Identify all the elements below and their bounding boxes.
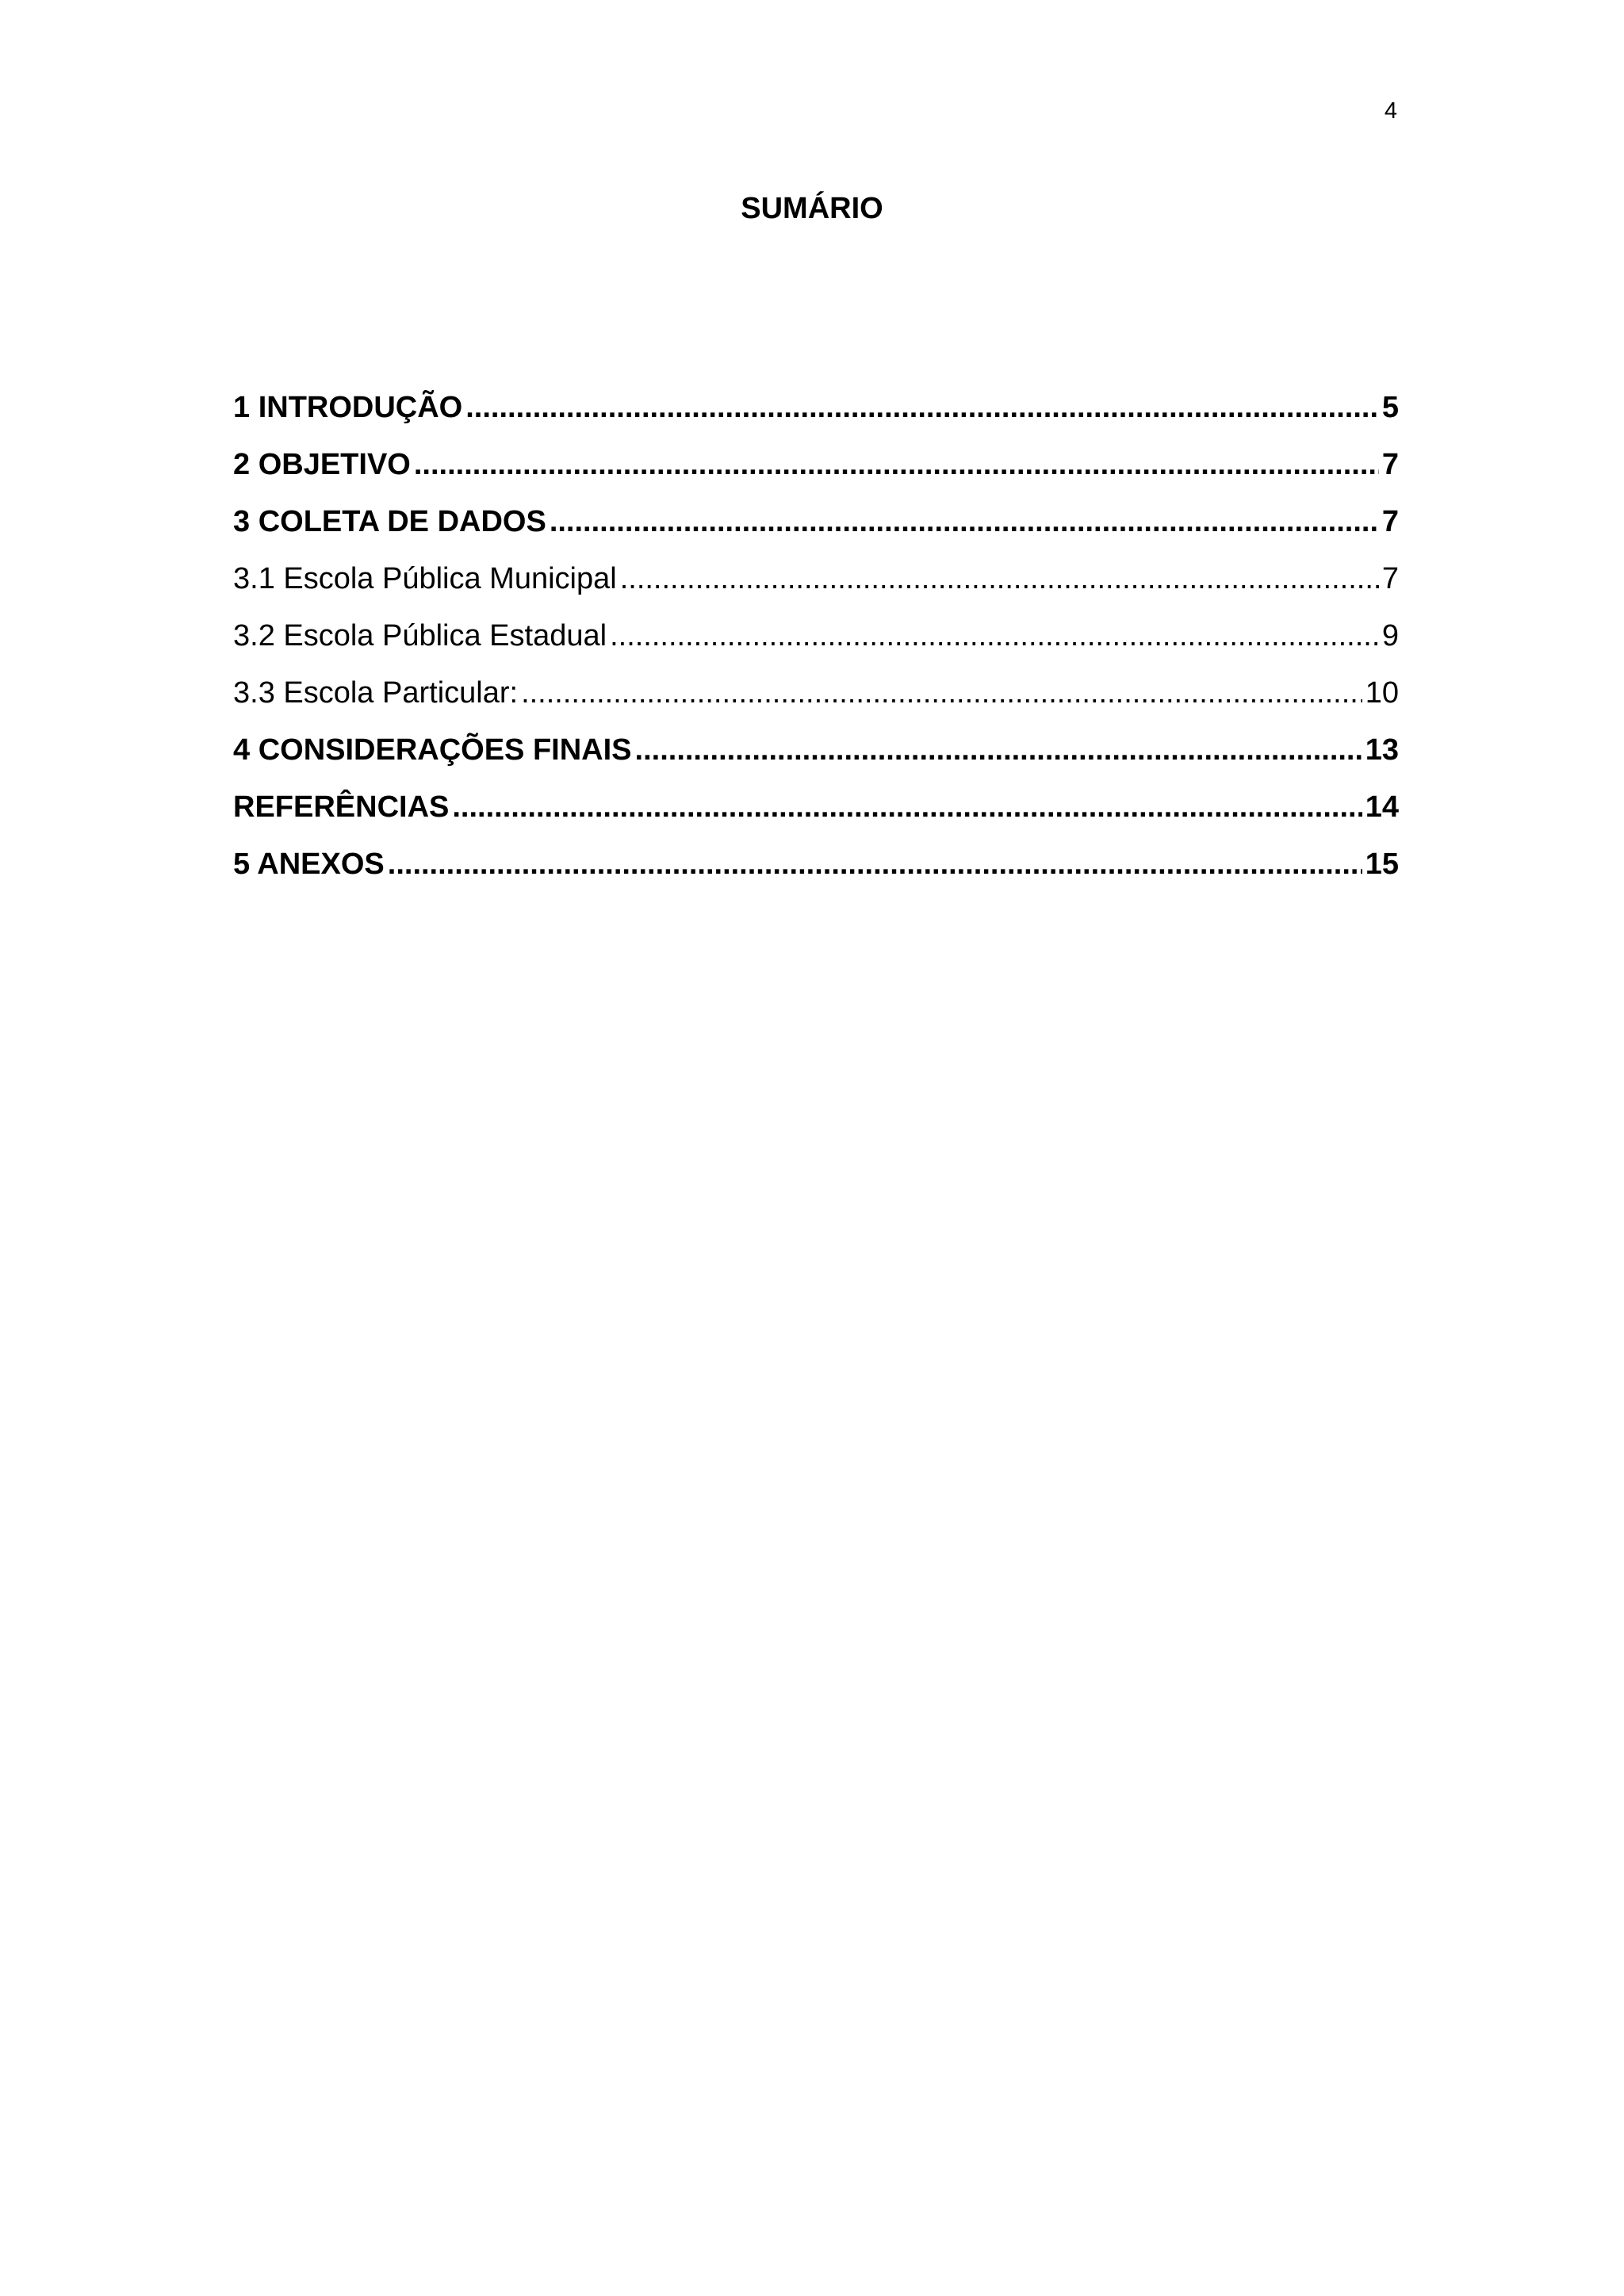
toc-dot-leader [521, 674, 1362, 712]
toc-dot-leader [550, 503, 1379, 541]
toc-entry-page: 9 [1381, 619, 1399, 652]
toc-entry-page: 10 [1365, 676, 1399, 710]
toc-entry-label: 3.1 Escola Pública Municipal [233, 562, 617, 595]
toc-entry-page: 5 [1381, 391, 1399, 424]
table-of-contents [233, 388, 1399, 902]
toc-entry-introducao[interactable] [233, 388, 1399, 446]
toc-entry-escola-publica-estadual[interactable] [233, 617, 1399, 674]
toc-entry-label: 3.3 Escola Particular: [233, 676, 519, 710]
toc-entry-label: REFERÊNCIAS [233, 790, 450, 824]
toc-entry-label: 3 COLETA DE DADOS [233, 505, 546, 538]
toc-dot-leader [620, 560, 1379, 598]
toc-entry-referencias[interactable] [233, 788, 1399, 845]
toc-entry-label: 2 OBJETIVO [233, 448, 411, 481]
toc-dot-leader [610, 617, 1379, 655]
toc-entry-consideracoes-finais[interactable] [233, 731, 1399, 788]
toc-entry-coleta-de-dados[interactable] [233, 503, 1399, 560]
page-number: 4 [1384, 98, 1397, 124]
toc-entry-page: 7 [1381, 505, 1399, 538]
toc-entry-page: 7 [1381, 562, 1399, 595]
page-title: SUMÁRIO [741, 192, 883, 225]
toc-dot-leader [635, 731, 1362, 769]
toc-entry-page: 13 [1365, 733, 1399, 767]
toc-dot-leader [465, 388, 1379, 427]
toc-entry-label: 4 CONSIDERAÇÕES FINAIS [233, 733, 632, 767]
toc-entry-escola-publica-municipal[interactable] [233, 560, 1399, 617]
toc-dot-leader [414, 446, 1379, 484]
toc-entry-page: 7 [1381, 448, 1399, 481]
toc-entry-page: 15 [1365, 848, 1399, 881]
toc-entry-escola-particular[interactable] [233, 674, 1399, 731]
toc-entry-objetivo[interactable] [233, 446, 1399, 503]
toc-entry-label: 5 ANEXOS [233, 848, 385, 881]
toc-entry-label: 3.2 Escola Pública Estadual [233, 619, 607, 652]
toc-dot-leader [388, 845, 1362, 883]
toc-entry-page: 14 [1365, 790, 1399, 824]
toc-entry-anexos[interactable] [233, 845, 1399, 902]
toc-dot-leader [452, 788, 1362, 826]
toc-entry-label: 1 INTRODUÇÃO [233, 391, 463, 424]
